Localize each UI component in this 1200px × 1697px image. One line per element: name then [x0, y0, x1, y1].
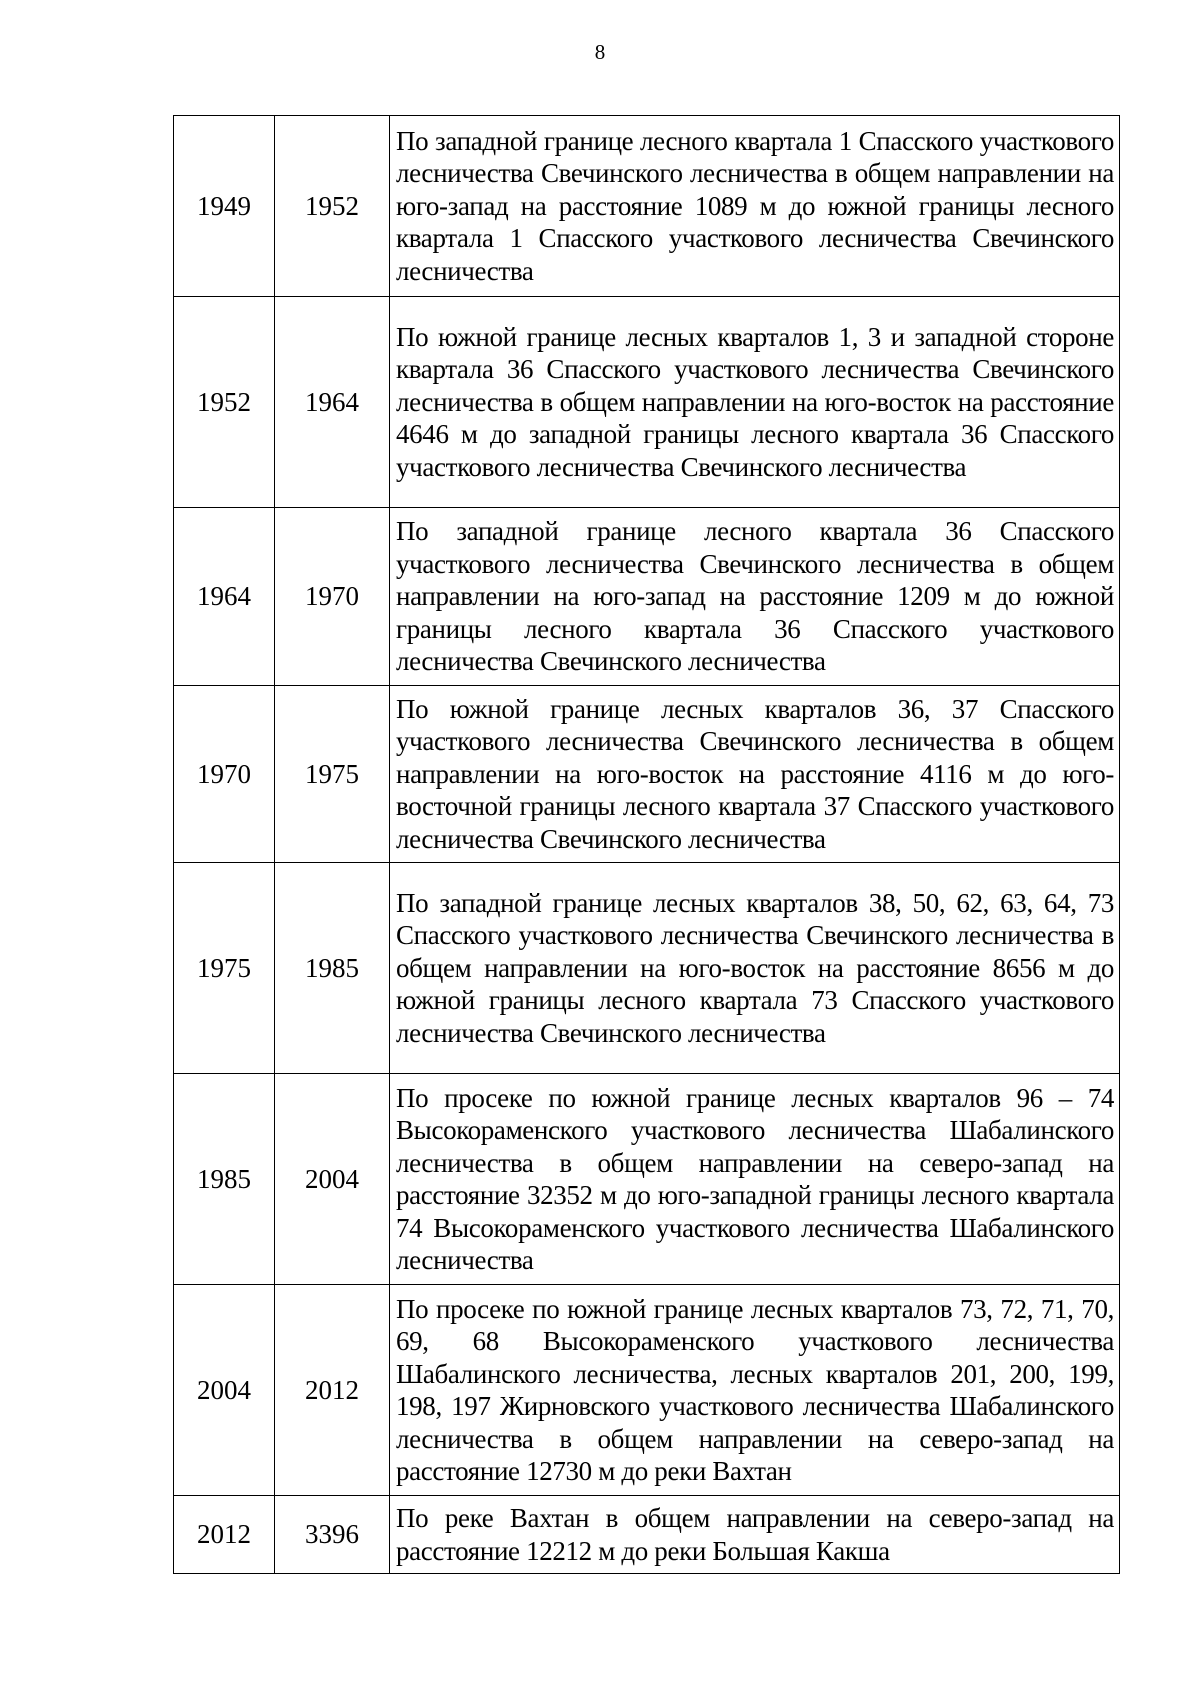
table-row: [174, 1074, 1120, 1285]
point-to-cell: 1985: [275, 863, 390, 1074]
point-to-cell: 2012: [275, 1285, 390, 1496]
table-row: [174, 297, 1120, 508]
point-from-cell: 2004: [174, 1285, 275, 1496]
table-row: [174, 686, 1120, 863]
point-to-cell: 3396: [275, 1496, 390, 1574]
boundary-description-cell: По просеке по южной границе лесных кварталов 73, 72, 71, 70, 69, 68 Высокораменского участкового лесничества Шабалинского лесничества, лесных кварталов 201, 200, 199, 198, 197 Жирновского участкового лесничества Шабалинского лесничества в общем направлении на северо-запад на расстояние 12730 м до реки Вахтан: [390, 1285, 1120, 1496]
point-to-cell: 2004: [275, 1074, 390, 1285]
point-from-cell: 2012: [174, 1496, 275, 1574]
point-from-cell: 1975: [174, 863, 275, 1074]
point-to-cell: 1970: [275, 508, 390, 686]
point-to-cell: 1964: [275, 297, 390, 508]
boundary-description-cell: По южной границе лесных кварталов 36, 37 Спасского участкового лесничества Свечинского лесничества в общем направлении на юго-восток на расстояние 4116 м до юго-восточной границы лесного квартала 37 Спасского участкового лесничества Свечинского лесничества: [390, 686, 1120, 863]
table-row: [174, 508, 1120, 686]
page-number: 8: [594, 40, 606, 64]
boundary-description-cell: По западной границе лесных кварталов 38, 50, 62, 63, 64, 73 Спасского участкового лесничества Свечинского лесничества в общем направлении на юго-восток на расстояние 8656 м до южной границы лесного квартала 73 Спасского участкового лесничества Свечинского лесничества: [390, 863, 1120, 1074]
boundary-description-cell: По западной границе лесного квартала 1 Спасского участкового лесничества Свечинского лесничества в общем направлении на юго-запад на расстояние 1089 м до южной границы лесного квартала 1 Спасского участкового лесничества Свечинского лесничества: [390, 116, 1120, 297]
table-row: [174, 863, 1120, 1074]
point-from-cell: 1949: [174, 116, 275, 297]
point-from-cell: 1952: [174, 297, 275, 508]
table-row: [174, 116, 1120, 297]
table-row: [174, 1496, 1120, 1574]
point-from-cell: 1964: [174, 508, 275, 686]
point-to-cell: 1952: [275, 116, 390, 297]
point-from-cell: 1970: [174, 686, 275, 863]
point-to-cell: 1975: [275, 686, 390, 863]
table-row: [174, 1285, 1120, 1496]
boundary-table: [173, 115, 1120, 1574]
point-from-cell: 1985: [174, 1074, 275, 1285]
boundary-description-cell: По западной границе лесного квартала 36 Спасского участкового лесничества Свечинского лесничества в общем направлении на юго-запад на расстояние 1209 м до южной границы лесного квартала 36 Спасского участкового лесничества Свечинского лесничества: [390, 508, 1120, 686]
boundary-description-cell: По южной границе лесных кварталов 1, 3 и западной стороне квартала 36 Спасского участкового лесничества Свечинского лесничества в общем направлении на юго-восток на расстояние 4646 м до западной границы лесного квартала 36 Спасского участкового лесничества Свечинского лесничества: [390, 297, 1120, 508]
boundary-description-cell: По реке Вахтан в общем направлении на северо-запад на расстояние 12212 м до реки Большая Какша: [390, 1496, 1120, 1574]
boundary-description-cell: По просеке по южной границе лесных кварталов 96 – 74 Высокораменского участкового лесничества Шабалинского лесничества в общем направлении на северо-запад на расстояние 32352 м до юго-западной границы лесного квартала 74 Высокораменского участкового лесничества Шабалинского лесничества: [390, 1074, 1120, 1285]
